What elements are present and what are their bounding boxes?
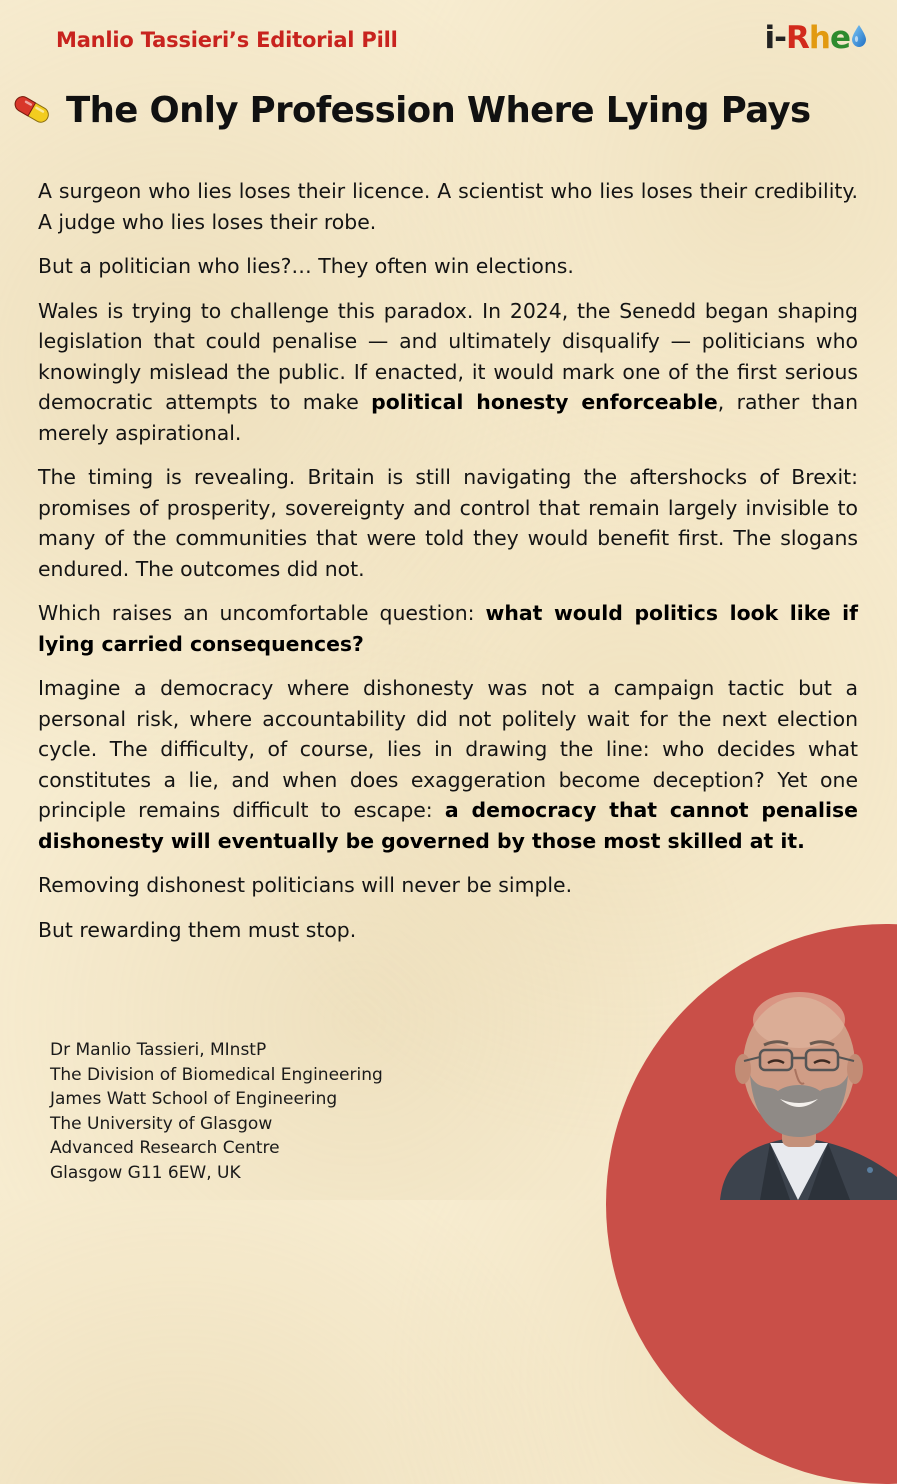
page-title: The Only Profession Where Lying Pays [66, 90, 811, 131]
author-university: The University of Glasgow [50, 1113, 273, 1134]
paragraph-3 [38, 296, 858, 449]
paragraph-5 [38, 598, 858, 659]
author-division: The Division of Biomedical Engineering [50, 1064, 383, 1085]
paragraph-8: But rewarding them must stop. [38, 917, 357, 942]
title-row [10, 90, 811, 131]
paragraph-1: A surgeon who lies loses their licence. A scientist who lies loses their credibility. A judge who lies loses their robe. [38, 179, 858, 234]
paragraph-7: Removing dishonest politicians will never be simple. [38, 873, 573, 897]
author-school: James Watt School of Engineering [50, 1089, 338, 1109]
paragraph-4: The timing is revealing. Britain is still navigating the aftershocks of Brexit: promises of prosperity, sovereignty and control that remain largely invisible to many of the communities that were told they would benefit first. The slogans endured. The outcomes did not. [38, 465, 858, 581]
author-signature [50, 1038, 383, 1185]
paragraph-5-emphasis: what would politics look like if lying carried consequences? [38, 601, 858, 656]
editorial-label: Manlio Tassieri’s Editorial Pill [56, 28, 398, 52]
logo-prefix: i- [764, 20, 787, 56]
paragraph-2: But a politician who lies?… They often win elections. [38, 254, 574, 278]
logo-letter-r: R [786, 20, 809, 56]
paragraph-3-emphasis: political honesty enforceable [371, 390, 718, 414]
paragraph-6-emphasis: a democracy that cannot penalise dishonesty will eventually be governed by those most skilled at it. [38, 798, 858, 853]
water-drop-icon [851, 20, 867, 56]
logo-letter-e: e [829, 20, 850, 56]
author-centre: Advanced Research Centre [50, 1138, 280, 1158]
paragraph-6-text: Imagine a democracy where dishonesty was not a campaign tactic but a personal risk, where accountability did not politely wait for the next election cycle. The difficulty, of course, lies in drawing the line: who decides what constitutes a lie, and when does exaggeration become deception? Yet one principle remains difficult to escape: [38, 676, 858, 822]
paragraph-5-text: Which raises an uncomfortable question: [38, 601, 486, 625]
paragraph-3-tail: , rather than merely aspirational. [38, 390, 858, 445]
paragraph-3-text: Wales is trying to challenge this paradox. In 2024, the Senedd began shaping legislation that could penalise — and ultimately disqualify — politicians who knowingly mislead the public. If enacted, it would mark one of the first serious democratic attempts to make [38, 298, 858, 414]
pill-icon [10, 91, 66, 131]
i-rheo-logo [765, 20, 867, 56]
author-name: Dr Manlio Tassieri, MInstP [50, 1040, 267, 1060]
author-address: Glasgow G11 6EW, UK [50, 1162, 241, 1183]
paragraph-6 [38, 673, 858, 856]
author-portrait [700, 965, 897, 1200]
editorial-body [38, 176, 858, 959]
logo-letter-h: h [808, 20, 830, 56]
